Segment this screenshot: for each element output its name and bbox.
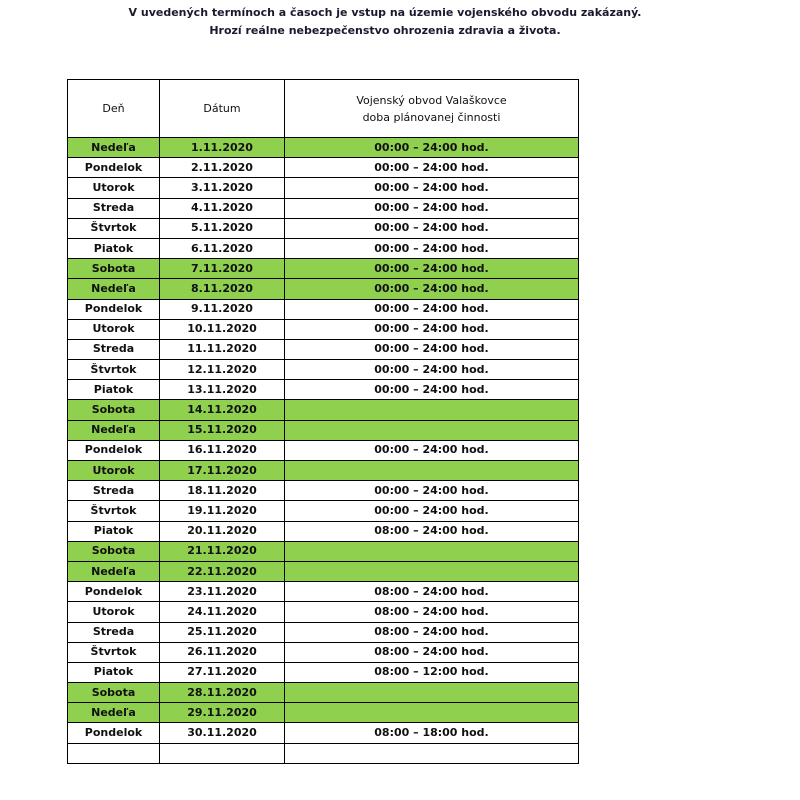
header-activity <box>285 80 579 138</box>
date-cell: 10.11.2020 <box>160 319 285 339</box>
time-cell: 00:00 – 24:00 hod. <box>285 380 579 400</box>
date-cell: 12.11.2020 <box>160 360 285 380</box>
warning-line-2: Hrozí reálne nebezpečenstvo ohrozenia zdravia a života. <box>209 24 561 37</box>
date-cell: 6.11.2020 <box>160 238 285 258</box>
day-cell: Pondelok <box>68 440 160 460</box>
time-cell: 00:00 – 24:00 hod. <box>285 218 579 238</box>
date-cell: 18.11.2020 <box>160 481 285 501</box>
date-cell: 19.11.2020 <box>160 501 285 521</box>
table-row <box>68 743 579 763</box>
time-cell <box>285 400 579 420</box>
table-row <box>68 360 579 380</box>
table-row <box>68 541 579 561</box>
day-cell: Streda <box>68 481 160 501</box>
time-cell: 00:00 – 24:00 hod. <box>285 178 579 198</box>
time-cell <box>285 561 579 581</box>
table-row <box>68 138 579 158</box>
table-row <box>68 400 579 420</box>
time-cell <box>285 743 579 763</box>
date-cell: 25.11.2020 <box>160 622 285 642</box>
table-row <box>68 319 579 339</box>
time-cell <box>285 461 579 481</box>
day-cell: Piatok <box>68 521 160 541</box>
time-cell <box>285 683 579 703</box>
table-row <box>68 521 579 541</box>
header-area-name: Vojenský obvod Valaškovce <box>356 93 507 107</box>
date-cell: 8.11.2020 <box>160 279 285 299</box>
table-row <box>68 662 579 682</box>
date-cell: 26.11.2020 <box>160 642 285 662</box>
time-cell: 00:00 – 24:00 hod. <box>285 238 579 258</box>
day-cell: Pondelok <box>68 299 160 319</box>
date-cell: 27.11.2020 <box>160 662 285 682</box>
day-cell: Nedeľa <box>68 279 160 299</box>
time-cell: 00:00 – 24:00 hod. <box>285 501 579 521</box>
date-cell: 14.11.2020 <box>160 400 285 420</box>
day-cell: Nedeľa <box>68 703 160 723</box>
table-row <box>68 461 579 481</box>
table-row <box>68 501 579 521</box>
date-cell: 24.11.2020 <box>160 602 285 622</box>
date-cell: 29.11.2020 <box>160 703 285 723</box>
date-cell: 4.11.2020 <box>160 198 285 218</box>
table-row <box>68 299 579 319</box>
time-cell <box>285 420 579 440</box>
day-cell: Utorok <box>68 319 160 339</box>
date-cell: 1.11.2020 <box>160 138 285 158</box>
day-cell: Sobota <box>68 683 160 703</box>
day-cell: Utorok <box>68 602 160 622</box>
table-row <box>68 259 579 279</box>
time-cell: 08:00 – 24:00 hod. <box>285 642 579 662</box>
day-cell: Streda <box>68 198 160 218</box>
day-cell: Sobota <box>68 541 160 561</box>
time-cell <box>285 541 579 561</box>
table-row <box>68 420 579 440</box>
table-row <box>68 178 579 198</box>
day-cell: Nedeľa <box>68 138 160 158</box>
time-cell: 00:00 – 24:00 hod. <box>285 481 579 501</box>
time-cell: 00:00 – 24:00 hod. <box>285 319 579 339</box>
table-row <box>68 723 579 743</box>
date-cell: 28.11.2020 <box>160 683 285 703</box>
day-cell <box>68 743 160 763</box>
table-row <box>68 683 579 703</box>
table-row <box>68 198 579 218</box>
day-cell: Streda <box>68 339 160 359</box>
date-cell: 16.11.2020 <box>160 440 285 460</box>
time-cell: 00:00 – 24:00 hod. <box>285 158 579 178</box>
time-cell: 08:00 – 24:00 hod. <box>285 622 579 642</box>
day-cell: Utorok <box>68 461 160 481</box>
day-cell: Piatok <box>68 238 160 258</box>
day-cell: Nedeľa <box>68 561 160 581</box>
day-cell: Sobota <box>68 259 160 279</box>
date-cell: 17.11.2020 <box>160 461 285 481</box>
day-cell: Nedeľa <box>68 420 160 440</box>
date-cell: 2.11.2020 <box>160 158 285 178</box>
time-cell: 08:00 – 24:00 hod. <box>285 602 579 622</box>
day-cell: Sobota <box>68 400 160 420</box>
date-cell: 30.11.2020 <box>160 723 285 743</box>
date-cell: 11.11.2020 <box>160 339 285 359</box>
warning-line-1: V uvedených termínoch a časoch je vstup na územie vojenského obvodu zakázaný. <box>128 6 642 19</box>
day-cell: Štvrtok <box>68 360 160 380</box>
day-cell: Pondelok <box>68 158 160 178</box>
time-cell: 00:00 – 24:00 hod. <box>285 440 579 460</box>
table-row <box>68 481 579 501</box>
table-row <box>68 642 579 662</box>
time-cell: 00:00 – 24:00 hod. <box>285 339 579 359</box>
time-cell: 00:00 – 24:00 hod. <box>285 259 579 279</box>
day-cell: Štvrtok <box>68 218 160 238</box>
date-cell: 22.11.2020 <box>160 561 285 581</box>
date-cell: 3.11.2020 <box>160 178 285 198</box>
header-activity-time: doba plánovanej činnosti <box>362 110 501 124</box>
time-cell: 00:00 – 24:00 hod. <box>285 198 579 218</box>
table-row <box>68 380 579 400</box>
date-cell: 13.11.2020 <box>160 380 285 400</box>
day-cell: Utorok <box>68 178 160 198</box>
date-cell: 21.11.2020 <box>160 541 285 561</box>
date-cell: 23.11.2020 <box>160 582 285 602</box>
day-cell: Pondelok <box>68 582 160 602</box>
table-row <box>68 218 579 238</box>
table-row <box>68 440 579 460</box>
date-cell: 15.11.2020 <box>160 420 285 440</box>
date-cell: 7.11.2020 <box>160 259 285 279</box>
date-cell: 9.11.2020 <box>160 299 285 319</box>
header-date: Dátum <box>160 80 285 138</box>
table-row <box>68 703 579 723</box>
day-cell: Piatok <box>68 380 160 400</box>
date-cell: 5.11.2020 <box>160 218 285 238</box>
table-row <box>68 339 579 359</box>
time-cell: 00:00 – 24:00 hod. <box>285 299 579 319</box>
time-cell: 00:00 – 24:00 hod. <box>285 138 579 158</box>
header-day: Deň <box>68 80 160 138</box>
day-cell: Štvrtok <box>68 501 160 521</box>
time-cell: 08:00 – 12:00 hod. <box>285 662 579 682</box>
time-cell: 00:00 – 24:00 hod. <box>285 360 579 380</box>
table-row <box>68 582 579 602</box>
day-cell: Piatok <box>68 662 160 682</box>
table-row <box>68 158 579 178</box>
date-cell <box>160 743 285 763</box>
time-cell: 08:00 – 18:00 hod. <box>285 723 579 743</box>
schedule-rows <box>68 138 579 764</box>
table-row <box>68 602 579 622</box>
table-row <box>68 561 579 581</box>
header-row <box>68 80 579 138</box>
time-cell: 08:00 – 24:00 hod. <box>285 582 579 602</box>
time-cell: 08:00 – 24:00 hod. <box>285 521 579 541</box>
schedule-table <box>67 79 579 764</box>
table-row <box>68 238 579 258</box>
day-cell: Štvrtok <box>68 642 160 662</box>
time-cell: 00:00 – 24:00 hod. <box>285 279 579 299</box>
day-cell: Pondelok <box>68 723 160 743</box>
table-row <box>68 622 579 642</box>
date-cell: 20.11.2020 <box>160 521 285 541</box>
time-cell <box>285 703 579 723</box>
table-row <box>68 279 579 299</box>
day-cell: Streda <box>68 622 160 642</box>
